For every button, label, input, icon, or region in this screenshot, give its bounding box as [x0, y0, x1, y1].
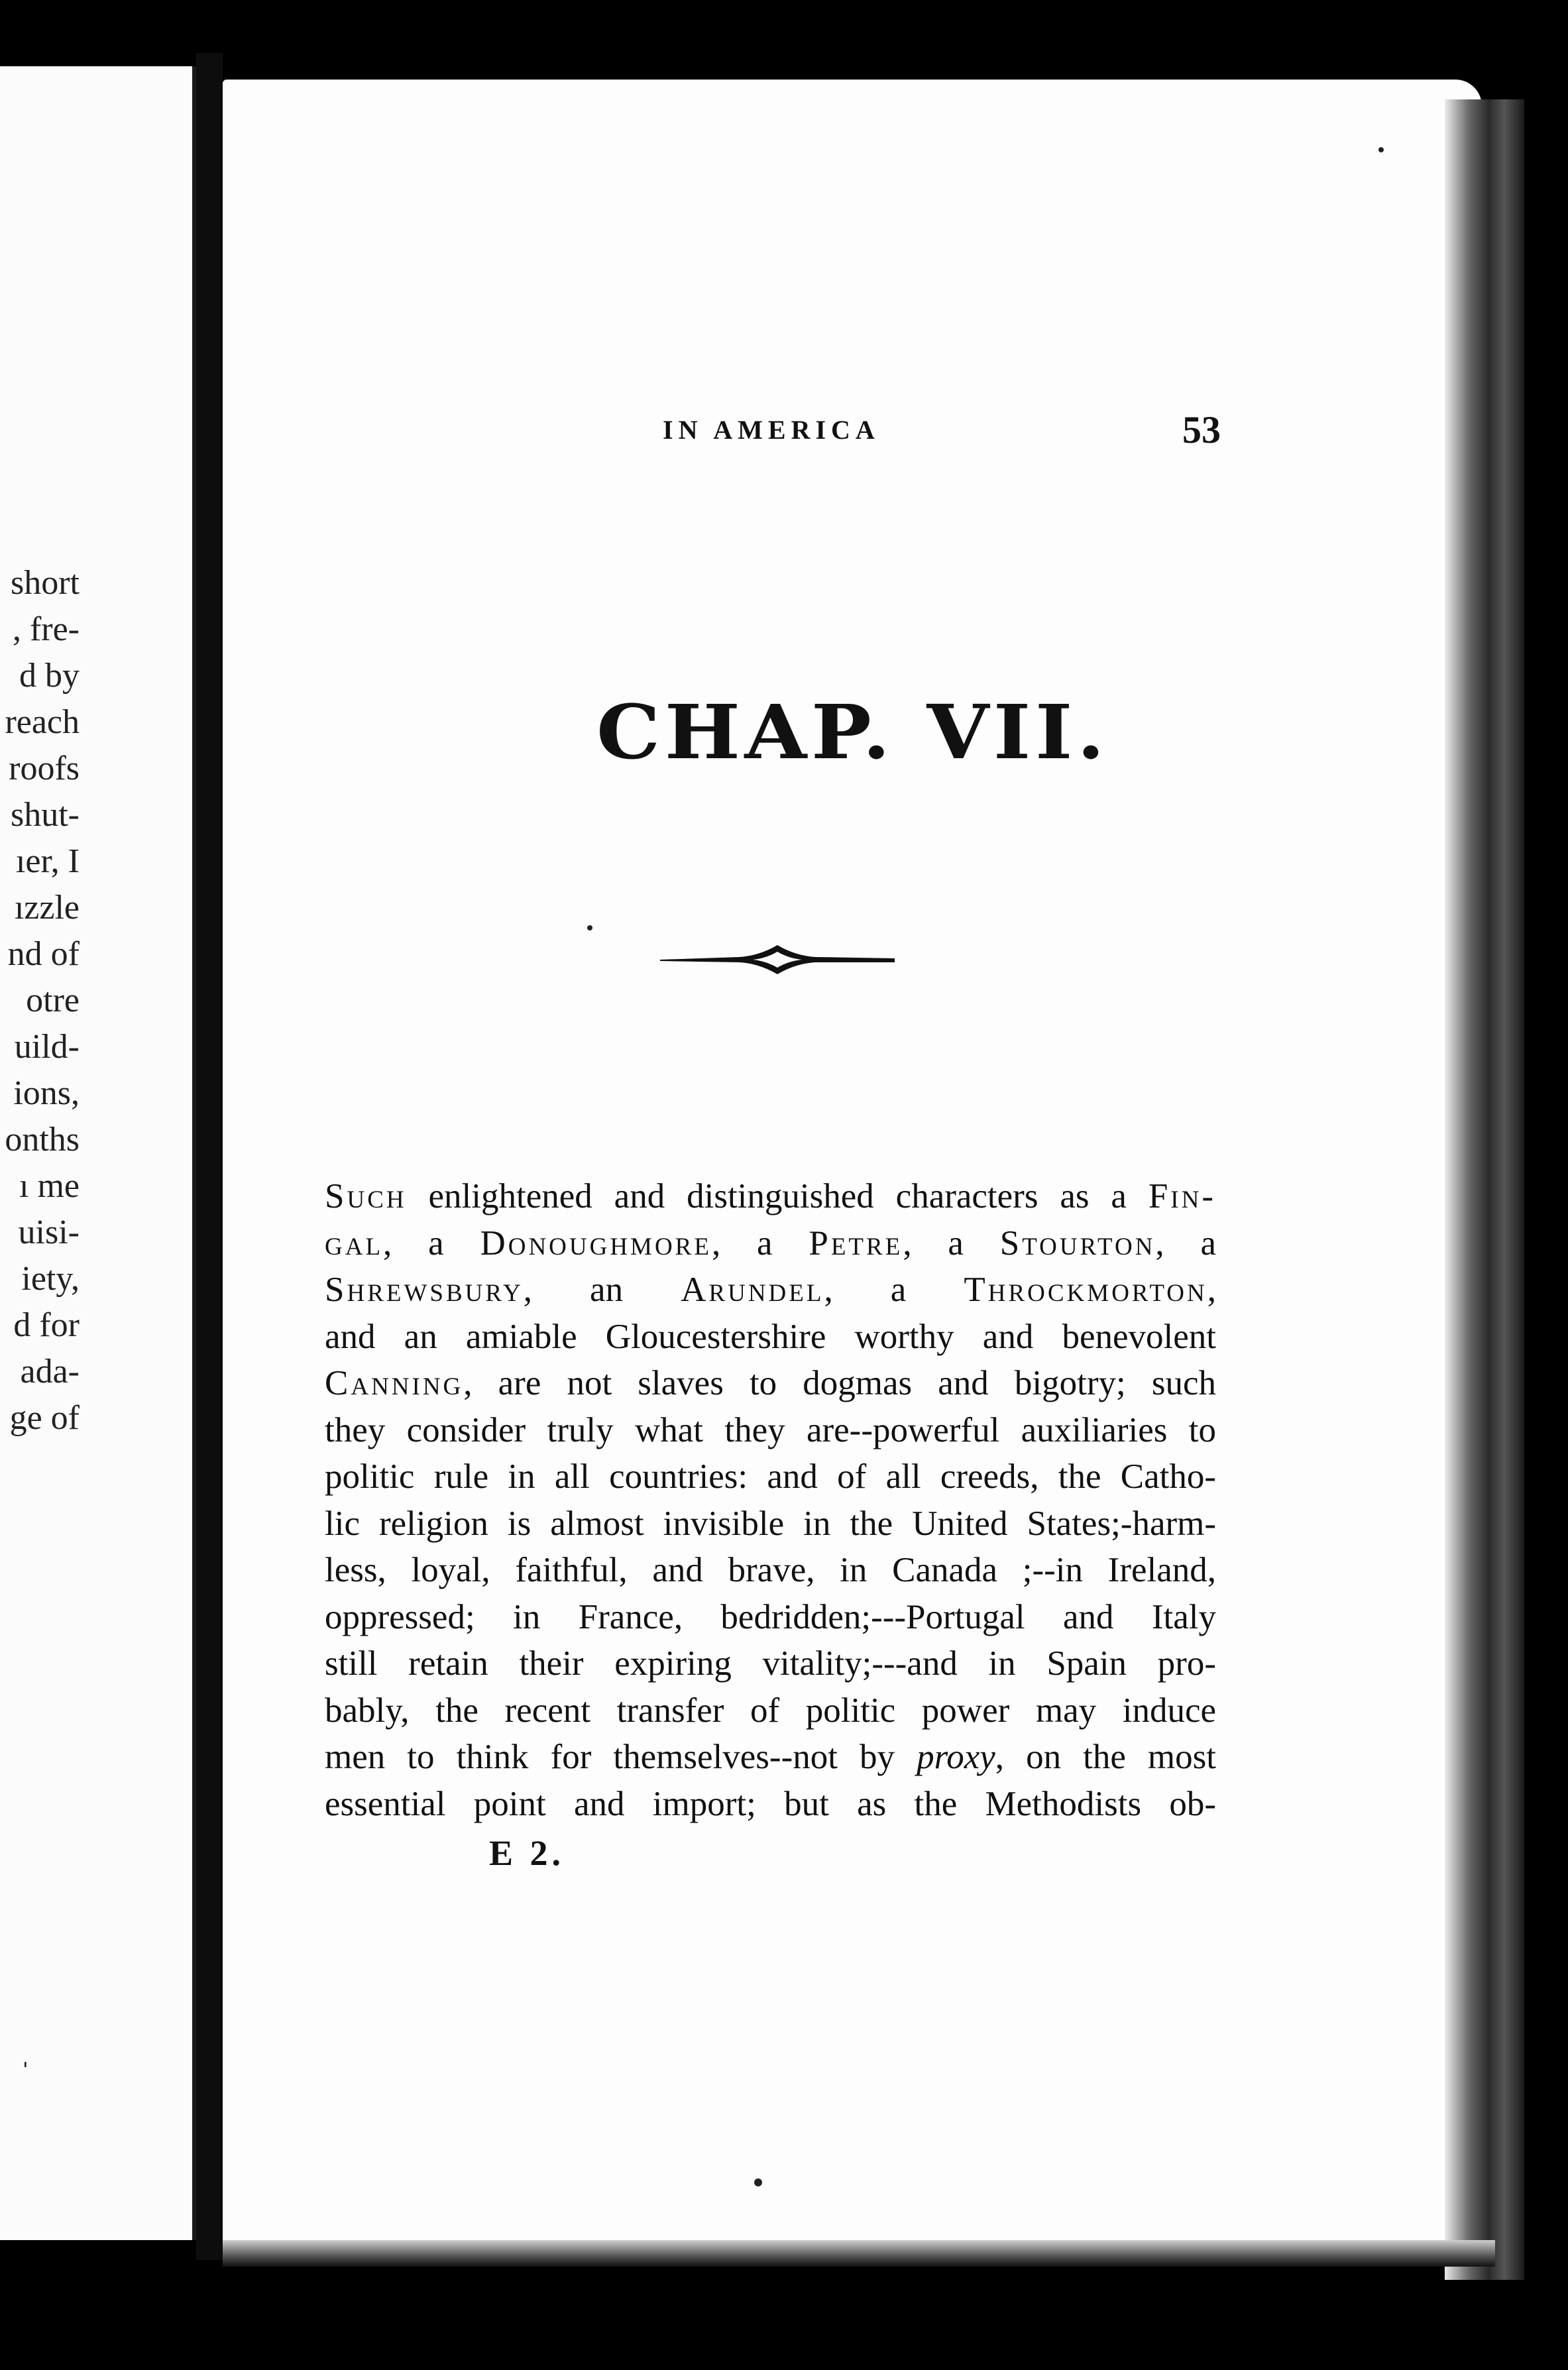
previous-page-line: d for — [13, 1306, 80, 1344]
page-edge-bottom — [223, 2240, 1495, 2267]
previous-page-line: nd of — [7, 935, 80, 973]
text-run: Shrewsbury — [325, 1270, 524, 1309]
previous-page-line: otre — [26, 982, 80, 1019]
text-run: , a — [383, 1223, 480, 1263]
text-line — [325, 1220, 1216, 1267]
text-run: enlightened and distinguished characters as a — [406, 1177, 1148, 1215]
text-run: politic rule in all countries: and of all creeds, the Catho- — [325, 1457, 1216, 1496]
text-line — [325, 1173, 1216, 1220]
page-edge-right — [1445, 99, 1524, 2280]
text-run: men to think for themselves--not by — [325, 1738, 917, 1776]
previous-page-line: roofs — [9, 750, 80, 787]
text-run: , — [1207, 1270, 1216, 1309]
text-run: and an amiable Gloucestershire worthy and benevolent — [325, 1317, 1216, 1356]
text-run: Canning — [325, 1364, 464, 1402]
text-run: , a — [903, 1223, 1000, 1263]
previous-page-line: ı me — [19, 1167, 80, 1205]
previous-page-line: uild- — [14, 1028, 80, 1066]
text-run: , an — [523, 1270, 681, 1309]
ink-speck — [754, 2178, 762, 2186]
chapter-body — [325, 1173, 1216, 1827]
text-run: they consider truly what they are--powerful auxiliaries to — [325, 1410, 1216, 1449]
previous-page-line: d by — [19, 657, 80, 695]
text-line — [325, 1267, 1216, 1314]
text-line — [325, 1360, 1216, 1407]
text-run: proxy — [917, 1738, 995, 1776]
text-run: , a — [1155, 1223, 1217, 1263]
text-run: essential point and import; but as the Methodists ob- — [325, 1784, 1216, 1823]
previous-page-line: onths — [5, 1121, 80, 1158]
text-run: Arundel — [681, 1270, 824, 1309]
previous-page-line: reach — [5, 703, 80, 741]
text-line — [325, 1407, 1216, 1454]
text-run: , a — [711, 1223, 809, 1263]
previous-page-line: ıer, I — [15, 842, 80, 880]
text-run: Petre — [809, 1223, 903, 1263]
ink-speck — [587, 925, 592, 931]
text-run: less, loyal, faithful, and brave, in Canada ;--in Ireland, — [325, 1551, 1216, 1589]
chapter-title: CHAP. VII. — [596, 689, 1109, 776]
previous-page-line: ge of — [9, 1399, 80, 1437]
ornament-divider-icon — [660, 940, 895, 980]
text-run: Donoughmore — [480, 1223, 712, 1263]
text-run: Stourton — [999, 1223, 1156, 1263]
text-line — [325, 1734, 1216, 1781]
book-page — [223, 80, 1482, 2247]
text-run: still retain their expiring vitality;---and in Spain pro- — [325, 1644, 1216, 1683]
book-gutter — [196, 53, 223, 2260]
previous-page-line: , fre- — [12, 610, 80, 648]
previous-page-line: short — [11, 564, 80, 602]
text-run: gal — [325, 1223, 384, 1263]
text-run: , are not slaves to dogmas and bigotry; such — [463, 1364, 1216, 1402]
previous-page-line: shut- — [11, 796, 80, 834]
text-run: Throckmorton — [964, 1270, 1207, 1309]
text-line — [325, 1547, 1216, 1594]
text-run: , on the most — [995, 1738, 1217, 1776]
text-run: Fin- — [1148, 1177, 1216, 1215]
text-line — [325, 1687, 1216, 1734]
previous-page-line: iety, — [21, 1260, 80, 1298]
text-line — [325, 1500, 1216, 1548]
previous-page-line: ada- — [20, 1353, 80, 1390]
text-run: bably, the recent transfer of politic power may induce — [325, 1691, 1216, 1730]
text-run: Such — [325, 1177, 407, 1215]
previous-page-line: uisi- — [18, 1213, 80, 1251]
previous-page-fragment — [0, 66, 196, 2240]
text-line — [325, 1314, 1216, 1361]
text-line — [325, 1640, 1216, 1687]
text-line — [325, 1594, 1216, 1641]
running-head: IN AMERICA — [663, 415, 880, 445]
text-line — [325, 1453, 1216, 1500]
previous-page-line: ions, — [13, 1074, 80, 1112]
text-run: oppressed; in France, bedridden;---Portugal and Italy — [325, 1597, 1216, 1636]
signature-mark: E 2. — [489, 1833, 565, 1873]
text-line — [325, 1781, 1216, 1828]
previous-page-text — [0, 560, 80, 1441]
ink-speck — [1378, 147, 1384, 152]
page-number: 53 — [1182, 408, 1221, 451]
previous-page-line: ızzle — [14, 889, 80, 927]
page-mark: ˈ — [20, 2055, 31, 2092]
text-run: , a — [824, 1270, 964, 1309]
text-run: lic religion is almost invisible in the United States;-harm- — [325, 1504, 1216, 1543]
